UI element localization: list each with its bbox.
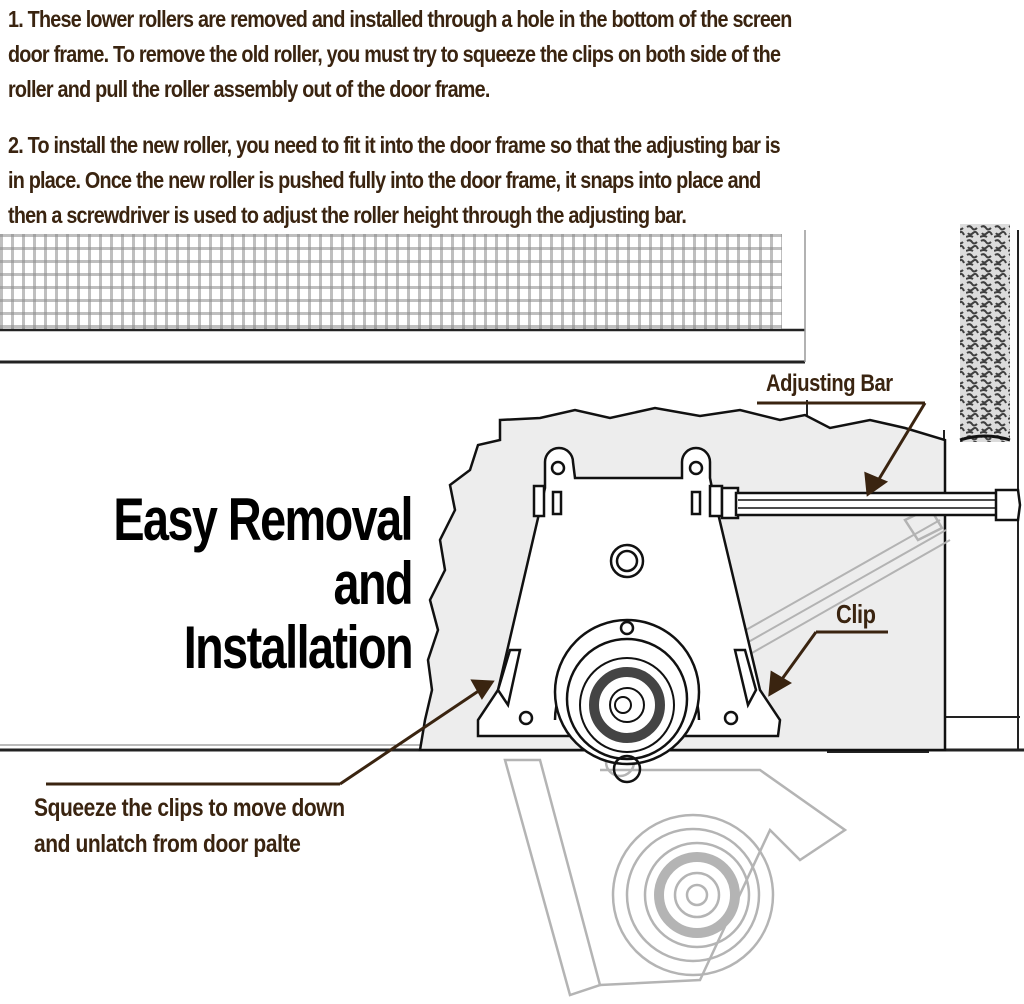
instruction-step-2-line: then a screwdriver is used to adjust the roller height through the adjusting bar. <box>8 202 687 228</box>
instruction-step-1-line: roller and pull the roller assembly out of the door frame. <box>8 76 490 102</box>
callout-clip: Clip <box>836 599 876 629</box>
headline <box>91 488 412 680</box>
instruction-step-1-line: 1. These lower rollers are removed and installed through a hole in the bottom of the screen <box>8 6 792 32</box>
headline-line-2: Installation <box>183 614 412 681</box>
weatherstrip-column <box>960 224 1010 442</box>
callout-squeeze-clips <box>34 790 345 862</box>
headline-line-1: Easy Removal and <box>113 486 413 617</box>
callout-adjusting-bar: Adjusting Bar <box>766 370 893 397</box>
instruction-step-1-line: door frame. To remove the old roller, you must try to squeeze the clips on both side of the <box>8 41 781 67</box>
screen-mesh <box>0 234 782 330</box>
instruction-step-1 <box>8 2 1023 107</box>
instruction-step-2 <box>8 128 1023 233</box>
instruction-step-2-line: in place. Once the new roller is pushed fully into the door frame, it snaps into place and <box>8 167 761 193</box>
callout-squeeze-line-1: Squeeze the clips to move down <box>34 794 345 822</box>
instruction-step-2-line: 2. To install the new roller, you need to fit it into the door frame so that the adjusting bar is <box>8 132 780 158</box>
callout-squeeze-line-2: and unlatch from door palte <box>34 830 301 858</box>
